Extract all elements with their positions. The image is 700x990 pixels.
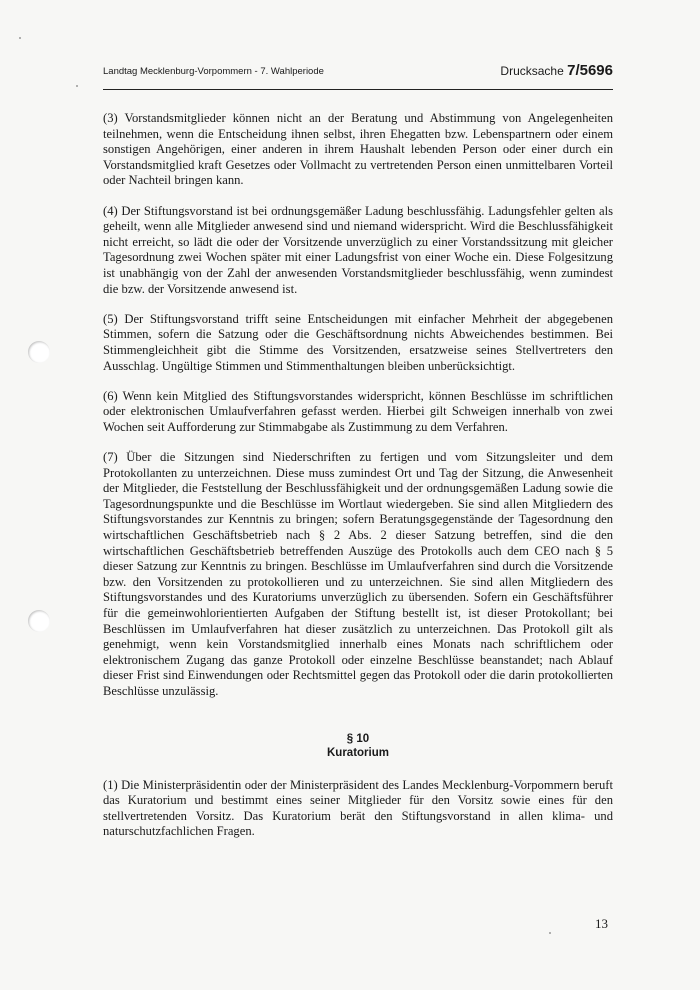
header-document-number bbox=[500, 62, 613, 79]
punch-hole bbox=[28, 610, 50, 632]
header-parliament: Landtag Mecklenburg-Vorpommern - 7. Wahlperiode bbox=[103, 66, 324, 77]
paragraph-4: (4) Der Stiftungsvorstand ist bei ordnungsgemäßer Ladung beschlussfähig. Ladungsfehler gelten als geheilt, wenn alle Mitglieder anwesend sind und niemand widerspricht. Wird die Beschlussfähigkeit nicht erreicht, so lädt die oder der Vorsitzende unverzüglich zu einer Vorstandssitzung mit gleicher Tagesordnung zwei Wochen später mit einer Ladungsfrist von einer Woche ein. Diese Folgesitzung ist unabhängig von der Zahl der anwesenden Vorstandsmitglieder beschlussfähig, wenn zumindest die bzw. der Vorsitzende anwesend ist. bbox=[103, 203, 613, 296]
section-paragraph-1: (1) Die Ministerpräsidentin oder der Ministerpräsident des Landes Mecklenburg-Vorpommern beruft das Kuratorium und bestimmt eines seiner Mitglieder für den Vorsitz sowie eines für den stellvertretenden Vorsitz. Das Kuratorium berät den Stiftungsvorstand in allen klima- und naturschutzfachlichen Fragen. bbox=[103, 777, 613, 839]
scan-speck bbox=[76, 85, 78, 87]
paragraph-3: (3) Vorstandsmitglieder können nicht an der Beratung und Abstimmung von Angelegenheiten teilnehmen, wenn die Entscheidung ihnen selbst, ihren Ehegatten bzw. Lebenspartnern oder einem sonstigen Angehörigen, einer anderen in ihrem Haushalt lebenden Person oder einer durch ein Vorstandsmitglied kraft Gesetzes oder Vollmacht zu vertretenden Person einen unmittelbaren Vorteil oder Nachteil bringen kann. bbox=[103, 111, 613, 188]
section-number: § 10 bbox=[346, 732, 370, 745]
document-body bbox=[103, 111, 613, 855]
section-heading bbox=[103, 732, 613, 760]
paragraph-7: (7) Über die Sitzungen sind Niederschriften zu fertigen und vom Sitzungsleiter und dem Protokollanten zu unterzeichnen. Diese muss zumindest Ort und Tag der Sitzung, die Anwesenheit der Mitglieder, die Feststellung der Beschlussfähigkeit und der ordnungsgemäßen Ladung sowie die Tagesordnungspunkte und die Beschlüsse im Wortlaut wiedergeben. Sie sind allen Mitgliedern des Stiftungsvorstandes zur Kenntnis zu bringen; sofern Beratungsgegenstände der Tagesordnung den wirtschaftlichen Geschäftsbetrieb nach § 2 Abs. 2 dieser Satzung betreffen, sind die den wirtschaftlichen Geschäftsbetrieb betreffenden Auszüge des Protokolls auch dem CEO nach § 5 dieser Satzung zur Kenntnis zu bringen. Beschlüsse im Umlaufverfahren sind durch die Vorsitzende bzw. den Vorsitzenden zu protokollieren und zu unterzeichnen. Sie sind allen Mitgliedern des Stiftungsvorstandes und des Kuratoriums unverzüglich zu übersenden. Sofern ein Geschäftsführer für die gemeinwohlorientierten Aufgaben der Stiftung bestellt ist, ist dieser Protokollant; bei Beschlüssen im Umlaufverfahren hat dieser zusätzlich zu unterzeichnen. Das Protokoll gilt als genehmigt, wenn kein Vorstandsmitglied innerhalb eines Monats nach schriftlichem oder elektronischem Zugang das ganze Protokoll oder einzelne Beschlüsse beanstandet; nach Ablauf dieser Frist sind Einwendungen oder Rechtsmittel gegen das Protokoll oder die darin protokollierten Beschlüsse unzulässig. bbox=[103, 450, 613, 698]
paragraph-5: (5) Der Stiftungsvorstand trifft seine Entscheidungen mit einfacher Mehrheit der abgegebenen Stimmen, sofern die Satzung oder die Geschäftsordnung nichts Abweichendes bestimmen. Bei Stimmengleichheit gibt die Stimme des Vorsitzenden, ersatzweise seines Stellvertreters den Ausschlag. Ungültige Stimmen und Stimmenthaltungen bleiben unberücksichtigt. bbox=[103, 311, 613, 373]
paragraph-6: (6) Wenn kein Mitglied des Stiftungsvorstandes widerspricht, können Beschlüsse im schriftlichen oder elektronischen Umlaufverfahren gefasst werden. Hierbei gilt Schweigen innerhalb von zwei Wochen seit Aufforderung zur Stimmabgabe als Zustimmung zu dem Verfahren. bbox=[103, 388, 613, 434]
header-rule bbox=[103, 89, 613, 90]
punch-hole bbox=[28, 341, 50, 363]
header-drucksache-number: 7/5696 bbox=[567, 62, 613, 79]
section-title: Kuratorium bbox=[327, 746, 389, 759]
page-number: 13 bbox=[595, 916, 608, 931]
header-drucksache-label: Drucksache bbox=[500, 64, 564, 78]
scan-speck bbox=[549, 932, 551, 934]
scan-speck bbox=[19, 37, 21, 39]
